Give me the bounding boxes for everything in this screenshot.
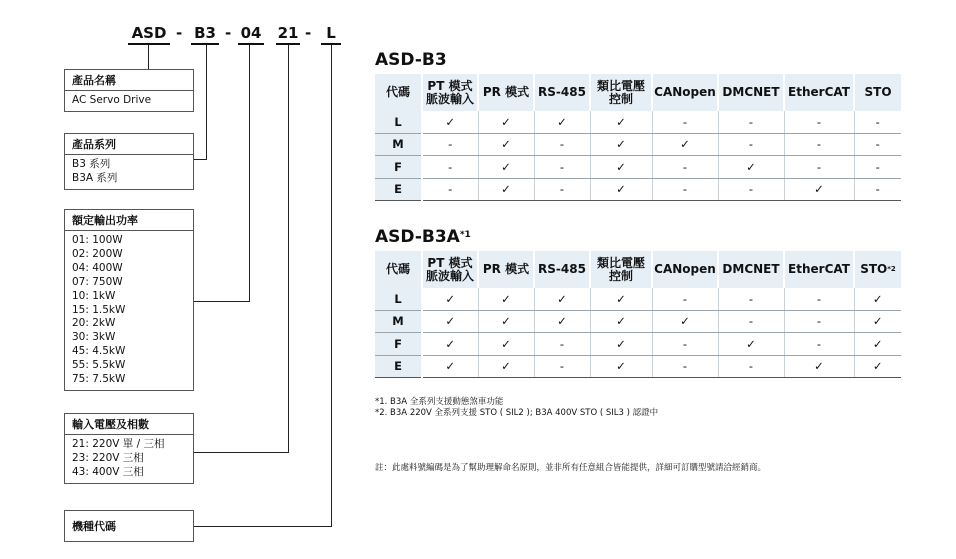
asd-b3a-spec-table	[375, 251, 901, 378]
box-line: 01: 100W	[72, 234, 123, 246]
table-cell: ✓	[478, 288, 534, 310]
footnote: *1. B3A 全系列支援動態煞車功能	[375, 397, 504, 407]
product-name-box	[64, 69, 194, 112]
box-line: B3 系列	[72, 158, 111, 170]
table-cell: ✓	[422, 355, 478, 378]
table-cell: -	[718, 288, 784, 310]
column-header-line: RS-485	[538, 262, 586, 276]
column-header	[718, 74, 784, 111]
column-header-line: RS-485	[538, 85, 586, 99]
table-cell: ✓	[854, 333, 901, 356]
table-cell: -	[534, 333, 590, 356]
row-code-cell: F	[375, 156, 422, 179]
connector-line	[331, 45, 332, 526]
column-header	[784, 74, 854, 111]
table-cell: ✓	[478, 178, 534, 201]
table-cell: -	[718, 133, 784, 156]
box-line: 04: 400W	[72, 261, 123, 274]
rated-power-box	[64, 209, 194, 391]
table-cell: -	[784, 133, 854, 156]
table-cell: ✓	[422, 288, 478, 310]
column-header	[534, 74, 590, 111]
code-separator: -	[305, 24, 312, 42]
code-segment-series: ASD	[128, 24, 170, 45]
box-line: 23: 220V 三相	[72, 451, 144, 464]
connector-line	[148, 45, 149, 69]
table-title-text: ASD-B3	[375, 50, 447, 70]
table-cell: ✓	[478, 355, 534, 378]
column-header-line: 脈波輸入	[425, 268, 474, 283]
table-row	[375, 156, 901, 179]
box-line: B3A 系列	[72, 171, 118, 184]
connector-line	[192, 301, 250, 302]
row-code-cell: F	[375, 333, 422, 356]
table-cell: -	[854, 111, 901, 133]
row-code-cell: L	[375, 111, 422, 133]
column-header-line: PR 模式	[482, 262, 530, 276]
table-cell: -	[784, 310, 854, 333]
box-line: 15: 1.5kW	[72, 303, 126, 316]
table-cell: ✓	[422, 333, 478, 356]
table-cell: -	[652, 288, 718, 310]
column-header	[478, 74, 534, 111]
table-cell: -	[534, 178, 590, 201]
column-header-line: STO	[864, 85, 892, 99]
column-header-line: 控制	[608, 91, 633, 106]
column-header	[590, 251, 652, 288]
table-cell: ✓	[854, 288, 901, 310]
table-row	[375, 355, 901, 378]
column-header-line: PR 模式	[482, 85, 530, 99]
connector-line	[206, 45, 207, 159]
table-row	[375, 111, 901, 133]
column-header	[652, 74, 718, 111]
table-cell: -	[854, 178, 901, 201]
connector-line	[192, 452, 289, 453]
row-code-cell: M	[375, 133, 422, 156]
column-header	[375, 74, 422, 111]
table-cell: ✓	[478, 310, 534, 333]
column-header-line: 代碼	[385, 85, 410, 99]
column-header	[652, 251, 718, 288]
table-cell: ✓	[718, 156, 784, 179]
table-cell: ✓	[590, 133, 652, 156]
footnote-ref: *2	[887, 265, 896, 273]
column-header-line: 類比電壓	[596, 255, 645, 270]
table-cell: ✓	[590, 310, 652, 333]
table-row	[375, 288, 901, 310]
connector-line	[192, 159, 207, 160]
table-cell: ✓	[534, 310, 590, 333]
table-cell: -	[652, 333, 718, 356]
column-header	[422, 74, 478, 111]
column-header-line: DMCNET	[722, 262, 780, 276]
table-cell: ✓	[422, 111, 478, 133]
table-cell: ✓	[534, 111, 590, 133]
code-separator: -	[176, 24, 183, 42]
row-code-cell: E	[375, 178, 422, 201]
table-cell: -	[854, 156, 901, 179]
table-cell: ✓	[534, 288, 590, 310]
table-cell: ✓	[652, 133, 718, 156]
table-cell: ✓	[854, 310, 901, 333]
column-header	[375, 251, 422, 288]
table-row	[375, 133, 901, 156]
column-header-line: DMCNET	[722, 85, 780, 99]
code-separator: -	[225, 24, 232, 42]
table-cell: ✓	[478, 156, 534, 179]
code-segment-voltage: 21	[276, 24, 300, 45]
code-segment-product: B3	[191, 24, 219, 45]
table-row	[375, 310, 901, 333]
table-cell: ✓	[590, 111, 652, 133]
table-title	[375, 227, 471, 247]
table-cell: ✓	[590, 355, 652, 378]
table-cell: ✓	[478, 133, 534, 156]
table-cell: -	[422, 178, 478, 201]
table-cell: -	[652, 111, 718, 133]
table-cell: -	[652, 178, 718, 201]
table-cell: -	[652, 355, 718, 378]
box-line: 21: 220V 單 / 三相	[72, 438, 165, 450]
asd-b3-spec-table	[375, 74, 901, 201]
code-segment-power: 04	[238, 24, 264, 45]
table-cell: -	[422, 156, 478, 179]
column-header-line: CANopen	[654, 262, 716, 276]
box-title: 機種代碼	[65, 511, 193, 536]
box-line: 30: 3kW	[72, 331, 116, 344]
column-header	[590, 74, 652, 111]
column-header	[854, 251, 901, 288]
row-code-cell: M	[375, 310, 422, 333]
table-cell: -	[652, 156, 718, 179]
box-title: 額定輸出功率	[65, 210, 193, 231]
column-header-line: 控制	[608, 268, 633, 283]
code-segment-model: L	[321, 24, 341, 45]
table-cell: ✓	[784, 355, 854, 378]
box-line: 20: 2kW	[72, 317, 116, 330]
table-cell: ✓	[478, 333, 534, 356]
table-cell: ✓	[718, 333, 784, 356]
box-line: 10: 1kW	[72, 289, 116, 302]
table-cell: -	[718, 111, 784, 133]
column-header-line: PT 模式	[427, 78, 473, 93]
box-line: 75: 7.5kW	[72, 373, 126, 386]
table-cell: ✓	[590, 333, 652, 356]
column-header-line: 代碼	[385, 262, 410, 276]
column-header	[478, 251, 534, 288]
table-cell: -	[534, 355, 590, 378]
box-line: 02: 200W	[72, 247, 123, 260]
table-cell: ✓	[590, 156, 652, 179]
table-cell: -	[784, 288, 854, 310]
column-header-line: PT 模式	[427, 255, 473, 270]
table-title	[375, 50, 447, 70]
model-code-box	[64, 510, 194, 542]
table-cell: ✓	[784, 178, 854, 201]
table-cell: -	[718, 355, 784, 378]
connector-line	[192, 526, 332, 527]
table-cell: ✓	[652, 310, 718, 333]
table-cell: -	[784, 111, 854, 133]
connector-line	[249, 45, 250, 301]
table-cell: -	[718, 310, 784, 333]
table-cell: -	[784, 333, 854, 356]
input-voltage-box	[64, 413, 194, 484]
table-header-row	[375, 74, 901, 111]
table-cell: ✓	[478, 111, 534, 133]
column-header-line: EtherCAT	[788, 85, 850, 99]
box-line: 43: 400V 三相	[72, 465, 144, 478]
connector-line	[288, 45, 289, 452]
box-title: 產品名稱	[65, 70, 193, 91]
table-cell: -	[718, 178, 784, 201]
column-header-line: 類比電壓	[596, 78, 645, 93]
column-header	[534, 251, 590, 288]
box-line: 55: 5.5kW	[72, 359, 126, 372]
row-code-cell: L	[375, 288, 422, 310]
table-cell: ✓	[854, 355, 901, 378]
column-header	[784, 251, 854, 288]
column-header-line: 脈波輸入	[425, 91, 474, 106]
table-header-row	[375, 251, 901, 288]
column-header	[422, 251, 478, 288]
box-line: 45: 4.5kW	[72, 345, 126, 358]
table-title-text: ASD-B3A	[375, 227, 460, 247]
footnote-ref: *1	[459, 230, 471, 240]
remark: 註：此處料號編碼是為了幫助理解命名原則，並非所有任意組合皆能提供，詳細可訂購型號請洽經銷商。	[375, 463, 767, 473]
table-cell: -	[854, 133, 901, 156]
column-header-line: STO	[860, 262, 888, 276]
box-title: 產品系列	[65, 134, 193, 155]
row-code-cell: E	[375, 355, 422, 378]
box-line: 07: 750W	[72, 275, 123, 288]
box-line: AC Servo Drive	[72, 94, 152, 106]
column-header	[718, 251, 784, 288]
table-cell: ✓	[590, 178, 652, 201]
table-row	[375, 333, 901, 356]
column-header-line: CANopen	[654, 85, 716, 99]
column-header-line: EtherCAT	[788, 262, 850, 276]
table-cell: ✓	[422, 310, 478, 333]
table-cell: -	[784, 156, 854, 179]
table-cell: -	[534, 156, 590, 179]
table-row	[375, 178, 901, 201]
footnote: *2. B3A 220V 全系列支援 STO ( SIL2 ); B3A 400V STO ( SIL3 ) 認證中	[375, 408, 659, 418]
table-cell: -	[422, 133, 478, 156]
table-cell: ✓	[590, 288, 652, 310]
product-series-box	[64, 133, 194, 190]
box-title: 輸入電壓及相數	[65, 414, 193, 435]
table-cell: -	[534, 133, 590, 156]
column-header	[854, 74, 901, 111]
